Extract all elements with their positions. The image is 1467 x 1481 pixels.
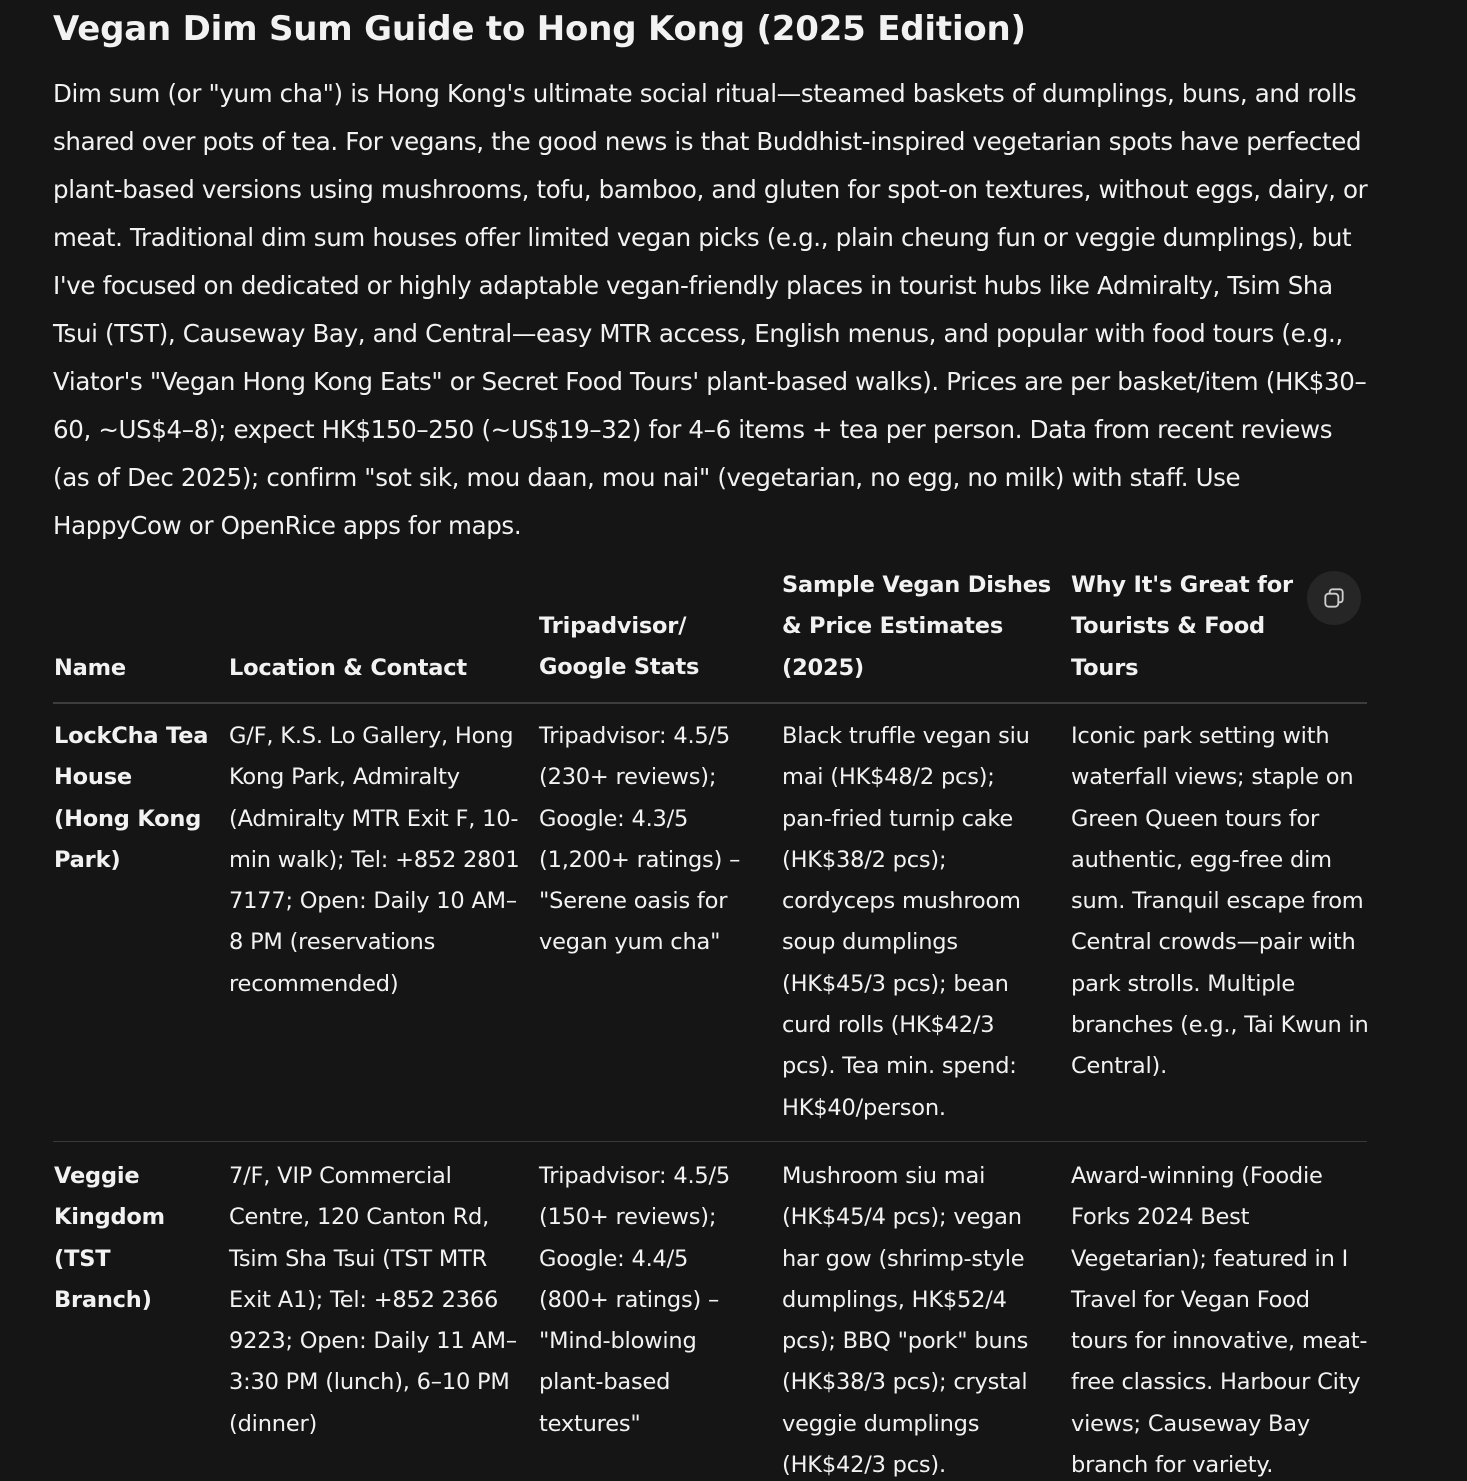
row-dishes: Mushroom siu mai (HK$45/4 pcs); vegan har gow (shrimp-style dumplings, HK$52/4 pcs); BBQ "pork" buns (HK$38/3 pcs); crystal veggie dumplings (HK$42/3 pcs). — [782, 1163, 1029, 1479]
header-location: Location & Contact — [229, 655, 467, 681]
intro-paragraph: Dim sum (or "yum cha") is Hong Kong's ultimate social ritual—steamed baskets of dumplings, buns, and rolls shared over pots of tea. For vegans, the good news is that Buddhist-inspired vegetarian spots have perfected plant-based versions using mushrooms, tofu, bamboo, and gluten for spot-on textures, without eggs, dairy, or meat. Traditional dim sum houses offer limited vegan picks (e.g., plain cheung fun or veggie dumplings), but I've focused on dedicated or highly adaptable vegan-friendly places in tourist hubs like Admiralty, Tsim Sha Tsui (TST), Causeway Bay, and Central—easy MTR access, English menus, and popular with food tours (e.g., Viator's "Vegan Hong Kong Eats" or Secret Food Tours' plant-based walks). Prices are per basket/item (HK$30–60, ~US$4–8); expect HK$150–250 (~US$19–32) for 4–6 items + tea per person. Data from recent reviews (as of Dec 2025); confirm "sot sik, mou daan, mou nai" (vegetarian, no egg, no milk) with staff. Use HappyCow or OpenRice apps for maps. — [53, 79, 1368, 540]
row-name: LockCha Tea House (Hong Kong Park) — [54, 723, 209, 873]
header-why: Why It's Great for Tourists & Food Tours — [1071, 572, 1293, 681]
copy-icon — [1321, 585, 1347, 611]
header-dishes: Sample Vegan Dishes & Price Estimates (2025) — [782, 572, 1051, 681]
row-name: Veggie Kingdom (TST Branch) — [54, 1163, 165, 1313]
copy-table-button[interactable] — [1307, 571, 1361, 625]
header-divider — [53, 702, 1367, 704]
row-location: 7/F, VIP Commercial Centre, 120 Canton Rd, Tsim Sha Tsui (TST MTR Exit A1); Tel: +852 2366 9223; Open: Daily 11 AM–3:30 PM (lunch), 6–10 PM (dinner) — [229, 1163, 517, 1437]
row-stats: Tripadvisor: 4.5/5 (150+ reviews); Google: 4.4/5 (800+ ratings) – "Mind-blowing plant-based textures" — [539, 1163, 731, 1437]
page-title: Vegan Dim Sum Guide to Hong Kong (2025 Edition) — [53, 9, 1026, 49]
header-stats: Tripadvisor/ Google Stats — [539, 613, 700, 681]
row-divider — [53, 1141, 1367, 1142]
header-name: Name — [54, 655, 126, 681]
row-stats: Tripadvisor: 4.5/5 (230+ reviews); Google: 4.3/5 (1,200+ ratings) – "Serene oasis for vegan yum cha" — [539, 723, 741, 956]
row-location: G/F, K.S. Lo Gallery, Hong Kong Park, Admiralty (Admiralty MTR Exit F, 10-min walk); Tel: +852 2801 7177; Open: Daily 10 AM–8 PM (reservations recommended) — [229, 723, 520, 997]
row-why: Iconic park setting with waterfall views; staple on Green Queen tours for authentic, egg-free dim sum. Tranquil escape from Central crowds—pair with park strolls. Multiple branches (e.g., Tai Kwun in Central). — [1071, 723, 1369, 1080]
row-why: Award-winning (Foodie Forks 2024 Best Vegetarian); featured in I Travel for Vegan Food tours for innovative, meat-free classics. Harbour City views; Causeway Bay branch for variety. — [1071, 1163, 1368, 1479]
row-dishes: Black truffle vegan siu mai (HK$48/2 pcs); pan-fried turnip cake (HK$38/2 pcs); cordyceps mushroom soup dumplings (HK$45/3 pcs); bean curd rolls (HK$42/3 pcs). Tea min. spend: HK$40/person. — [782, 723, 1030, 1121]
